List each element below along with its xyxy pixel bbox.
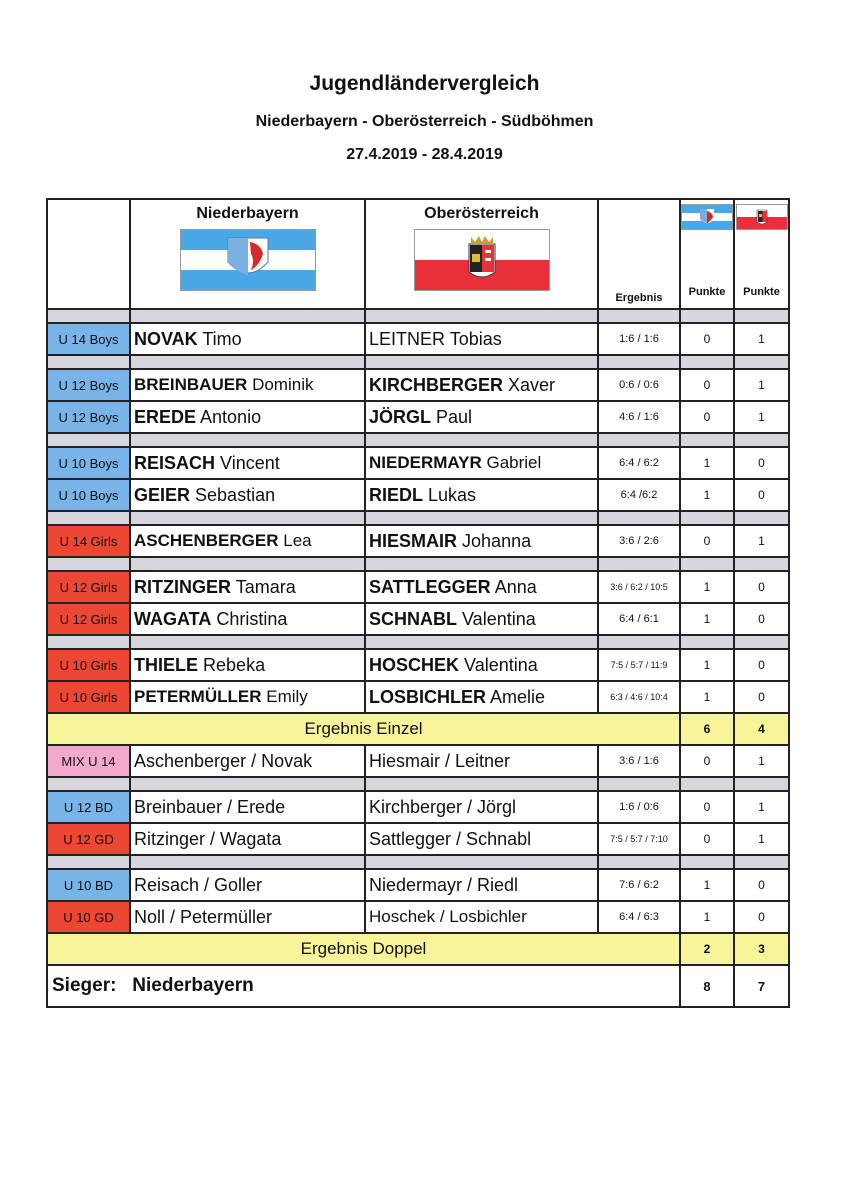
match-result: 1:6 / 1:6 xyxy=(598,323,680,355)
player2-last-name: LEITNER xyxy=(369,328,446,349)
match-result: 0:6 / 0:6 xyxy=(598,369,680,401)
player1-first-name: Dominik xyxy=(252,375,314,394)
table-row xyxy=(47,603,789,635)
points-team1: 1 xyxy=(680,869,734,901)
points2-label: Punkte xyxy=(743,286,780,298)
niederbayern-flag-icon xyxy=(180,229,316,291)
category-badge: MIX U 14 xyxy=(47,745,130,777)
grand-total-team2: 7 xyxy=(734,965,789,1007)
player2-cell xyxy=(365,447,598,479)
points-team2: 1 xyxy=(734,791,789,823)
match-result: 7:5 / 5:7 / 11:9 xyxy=(598,649,680,681)
points-team2: 0 xyxy=(734,479,789,511)
player1-first-name: Lea xyxy=(283,531,312,550)
category-badge: U 12 Girls xyxy=(47,603,130,635)
winner-cell xyxy=(47,965,680,1007)
player2-first-name: Tobias xyxy=(449,328,502,349)
page-title: Jugendländervergleich xyxy=(309,72,540,95)
separator-row xyxy=(47,855,789,869)
table-row xyxy=(47,791,789,823)
doubles-total-team2: 3 xyxy=(734,933,789,965)
points-team2: 0 xyxy=(734,603,789,635)
table-row xyxy=(47,901,789,933)
category-badge: U 12 GD xyxy=(47,823,130,855)
category-badge: U 14 Boys xyxy=(47,323,130,355)
winner-label: Sieger: xyxy=(52,975,117,996)
team1-name: Niederbayern xyxy=(196,205,299,222)
player1-first-name: Emily xyxy=(266,687,308,706)
player2-first-name: Gabriel xyxy=(486,453,542,472)
points-team1: 0 xyxy=(680,525,734,557)
player2-last-name: HOSCHEK xyxy=(369,654,460,675)
player2-last-name: KIRCHBERGER xyxy=(369,374,504,395)
player2-first-name: Lukas xyxy=(428,484,477,505)
match-result: 7:5 / 5:7 / 7:10 xyxy=(598,823,680,855)
player1-first-name: Antonio xyxy=(200,406,262,427)
player1-last-name: ASCHENBERGER xyxy=(134,531,279,550)
player2-last-name: HIESMAIR xyxy=(369,530,458,551)
player2-cell xyxy=(365,681,598,713)
separator-row xyxy=(47,309,789,323)
player1-cell xyxy=(130,525,365,557)
player2-first-name: Johanna xyxy=(462,530,532,551)
table-row xyxy=(47,681,789,713)
points-team1: 1 xyxy=(680,901,734,933)
player2-first-name: Paul xyxy=(436,406,473,427)
table-row xyxy=(47,649,789,681)
player1-cell xyxy=(130,323,365,355)
oberoesterreich-mini-flag-icon xyxy=(736,204,788,230)
result-column-header: Ergebnis xyxy=(598,199,680,309)
player1-cell xyxy=(130,571,365,603)
team2-header xyxy=(365,199,598,309)
points-team2: 0 xyxy=(734,681,789,713)
points-team1: 1 xyxy=(680,447,734,479)
table-row xyxy=(47,525,789,557)
player2-first-name: Anna xyxy=(494,576,537,597)
player1-cell xyxy=(130,369,365,401)
header-empty-cell xyxy=(47,199,130,309)
player2-last-name: SATTLEGGER xyxy=(369,576,491,597)
points-team2: 1 xyxy=(734,323,789,355)
match-result: 6:4 /6:2 xyxy=(598,479,680,511)
doubles-total-team1: 2 xyxy=(680,933,734,965)
match-result: 6:4 / 6:3 xyxy=(598,901,680,933)
player1-last-name: PETERMÜLLER xyxy=(134,687,262,706)
points-team2: 0 xyxy=(734,901,789,933)
player1-last-name: NOVAK xyxy=(134,328,198,349)
table-header-row xyxy=(47,199,789,309)
category-badge: U 10 Boys xyxy=(47,447,130,479)
player2-cell xyxy=(365,525,598,557)
player2-first-name: Valentina xyxy=(462,608,536,629)
category-badge: U 10 Girls xyxy=(47,649,130,681)
category-badge: U 10 Boys xyxy=(47,479,130,511)
points-team1: 1 xyxy=(680,681,734,713)
player1-first-name: Vincent xyxy=(220,452,280,473)
table-row xyxy=(47,401,789,433)
player2-last-name: NIEDERMAYR xyxy=(369,453,482,472)
player1-first-name: Timo xyxy=(202,328,242,349)
pair2-cell: Niedermayr / Riedl xyxy=(365,869,598,901)
points-team1: 0 xyxy=(680,369,734,401)
singles-total-label: Ergebnis Einzel xyxy=(47,713,680,745)
player1-last-name: BREINBAUER xyxy=(134,375,248,394)
match-result: 1:6 / 0:6 xyxy=(598,791,680,823)
oberoesterreich-flag-icon xyxy=(414,229,550,291)
table-row xyxy=(47,869,789,901)
player2-cell xyxy=(365,369,598,401)
results-table xyxy=(46,198,790,1008)
pair1-cell: Reisach / Goller xyxy=(130,869,365,901)
points-team2: 0 xyxy=(734,869,789,901)
player2-first-name: Xaver xyxy=(508,374,556,395)
separator-row xyxy=(47,511,789,525)
category-badge: U 12 Girls xyxy=(47,571,130,603)
player1-cell xyxy=(130,401,365,433)
grand-total-team1: 8 xyxy=(680,965,734,1007)
table-row xyxy=(47,745,789,777)
player1-cell xyxy=(130,649,365,681)
player2-last-name: JÖRGL xyxy=(369,406,432,427)
table-row xyxy=(47,323,789,355)
points-team2: 1 xyxy=(734,401,789,433)
pair1-cell: Aschenberger / Novak xyxy=(130,745,365,777)
player1-last-name: RITZINGER xyxy=(134,576,231,597)
match-result: 7:6 / 6:2 xyxy=(598,869,680,901)
player1-last-name: EREDE xyxy=(134,406,197,427)
player1-first-name: Christina xyxy=(216,608,288,629)
doubles-total-label: Ergebnis Doppel xyxy=(47,933,680,965)
player2-last-name: LOSBICHLER xyxy=(369,686,486,707)
singles-total-team2: 4 xyxy=(734,713,789,745)
category-badge: U 14 Girls xyxy=(47,525,130,557)
pair1-cell: Breinbauer / Erede xyxy=(130,791,365,823)
points-team1: 0 xyxy=(680,745,734,777)
category-badge: U 10 Girls xyxy=(47,681,130,713)
points1-column-header xyxy=(680,199,734,309)
category-badge: U 12 Boys xyxy=(47,401,130,433)
event-dates: 27.4.2019 - 28.4.2019 xyxy=(346,146,503,163)
match-result: 6:4 / 6:2 xyxy=(598,447,680,479)
niederbayern-mini-flag-icon xyxy=(681,204,733,230)
points1-label: Punkte xyxy=(688,286,726,298)
points-team2: 0 xyxy=(734,571,789,603)
points-team1: 0 xyxy=(680,791,734,823)
table-row xyxy=(47,479,789,511)
doubles-total-row xyxy=(47,933,789,965)
player2-last-name: SCHNABL xyxy=(369,608,457,629)
separator-row xyxy=(47,433,789,447)
match-result: 3:6 / 2:6 xyxy=(598,525,680,557)
match-result: 6:4 / 6:1 xyxy=(598,603,680,635)
player1-cell xyxy=(130,603,365,635)
pair2-cell: Kirchberger / Jörgl xyxy=(365,791,598,823)
points-team2: 1 xyxy=(734,525,789,557)
player1-last-name: REISACH xyxy=(134,452,216,473)
separator-row xyxy=(47,777,789,791)
points-team1: 1 xyxy=(680,571,734,603)
table-row xyxy=(47,369,789,401)
player2-last-name: RIEDL xyxy=(369,484,423,505)
match-result: 6:3 / 4:6 / 10:4 xyxy=(598,681,680,713)
player2-first-name: Valentina xyxy=(464,654,538,675)
category-badge: U 12 BD xyxy=(47,791,130,823)
table-row xyxy=(47,823,789,855)
separator-row xyxy=(47,635,789,649)
player1-last-name: WAGATA xyxy=(134,608,212,629)
player1-last-name: GEIER xyxy=(134,484,191,505)
points-team2: 1 xyxy=(734,823,789,855)
points-team1: 1 xyxy=(680,649,734,681)
pair2-cell: Sattlegger / Schnabl xyxy=(365,823,598,855)
points-team1: 0 xyxy=(680,823,734,855)
separator-row xyxy=(47,355,789,369)
points-team2: 1 xyxy=(734,369,789,401)
match-result: 4:6 / 1:6 xyxy=(598,401,680,433)
category-badge: U 10 BD xyxy=(47,869,130,901)
page-subtitle: Niederbayern - Oberösterreich - Südböhmen xyxy=(255,113,594,130)
points-team2: 0 xyxy=(734,649,789,681)
player1-first-name: Tamara xyxy=(235,576,296,597)
pair2-cell: Hoschek / Losbichler xyxy=(365,901,598,933)
player1-cell xyxy=(130,681,365,713)
player2-cell xyxy=(365,323,598,355)
points-team1: 0 xyxy=(680,401,734,433)
singles-total-row xyxy=(47,713,789,745)
player2-cell xyxy=(365,571,598,603)
table-row xyxy=(47,571,789,603)
team1-header xyxy=(130,199,365,309)
player1-cell xyxy=(130,479,365,511)
player1-last-name: THIELE xyxy=(134,654,199,675)
match-result: 3:6 / 1:6 xyxy=(598,745,680,777)
player2-cell xyxy=(365,401,598,433)
player2-first-name: Amelie xyxy=(490,686,546,707)
pair2-cell: Hiesmair / Leitner xyxy=(365,745,598,777)
player2-cell xyxy=(365,649,598,681)
category-badge: U 10 GD xyxy=(47,901,130,933)
category-badge: U 12 Boys xyxy=(47,369,130,401)
pair1-cell: Noll / Petermüller xyxy=(130,901,365,933)
player1-cell xyxy=(130,447,365,479)
points-team2: 0 xyxy=(734,447,789,479)
pair1-cell: Ritzinger / Wagata xyxy=(130,823,365,855)
match-result: 3:6 / 6:2 / 10:5 xyxy=(598,571,680,603)
singles-total-team1: 6 xyxy=(680,713,734,745)
player1-first-name: Sebastian xyxy=(195,484,276,505)
team2-name: Oberösterreich xyxy=(424,205,539,222)
points-team2: 1 xyxy=(734,745,789,777)
winner-team: Niederbayern xyxy=(132,975,254,996)
player2-cell xyxy=(365,603,598,635)
winner-row xyxy=(47,965,789,1007)
points2-column-header xyxy=(734,199,789,309)
separator-row xyxy=(47,557,789,571)
points-team1: 0 xyxy=(680,323,734,355)
points-team1: 1 xyxy=(680,479,734,511)
points-team1: 1 xyxy=(680,603,734,635)
table-row xyxy=(47,447,789,479)
player1-first-name: Rebeka xyxy=(203,654,266,675)
player2-cell xyxy=(365,479,598,511)
